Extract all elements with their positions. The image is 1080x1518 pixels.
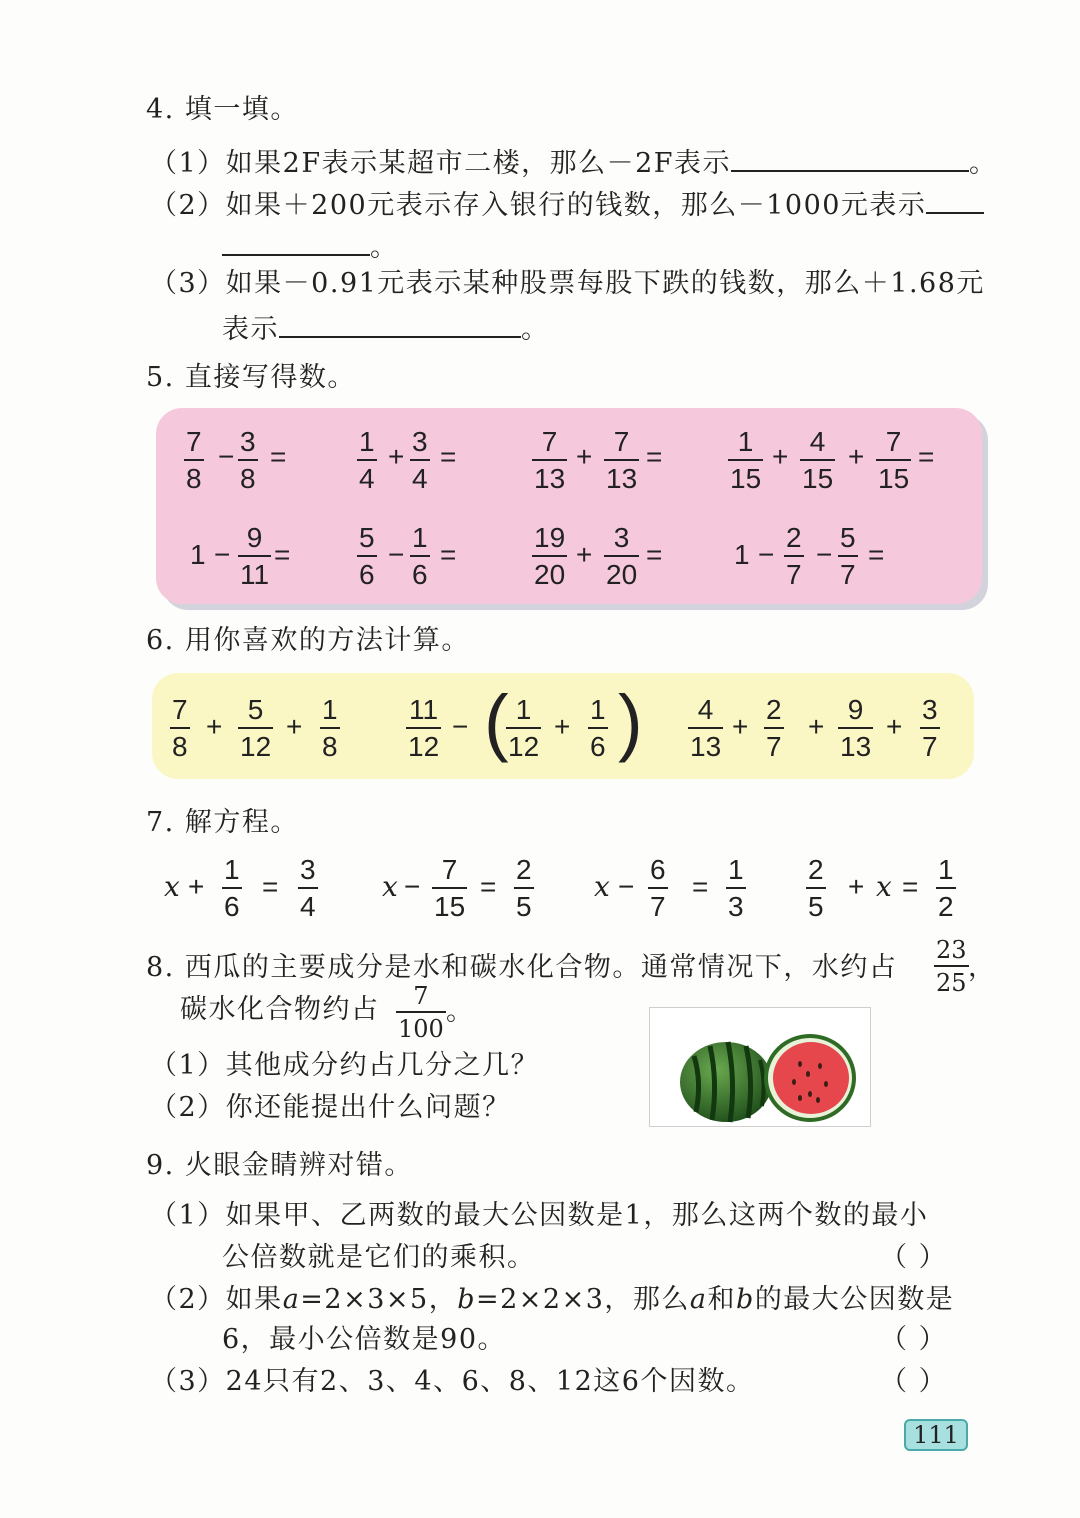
fraction: 11 12 [408, 694, 440, 762]
fraction: 1 2 [938, 854, 954, 922]
q4-line3: （3）如果－0.91元表示某种股票每股下跌的钱数，那么＋1.68元 [150, 268, 985, 299]
plus-sign: + [206, 711, 223, 742]
q4-line1: （1）如果2F表示某超市二楼，那么－2F表示 。 [150, 148, 998, 179]
minus-sign: − [452, 711, 469, 742]
period: 。 [446, 996, 475, 1027]
q9-title: 9. 火眼金睛辨对错。 [146, 1150, 413, 1181]
minus-sign: − [214, 539, 231, 570]
equals-sign: = [480, 871, 497, 902]
answer-bracket[interactable]: （ ） [880, 1324, 948, 1355]
minus-sign: − [618, 871, 635, 902]
fraction: 6 7 [650, 854, 666, 922]
fraction: 2 7 [786, 522, 802, 590]
plus-sign: + [286, 711, 303, 742]
variable-x: x [382, 870, 398, 903]
equals-sign: = [646, 539, 663, 570]
q9-sub2-line1: （2）如果a=2×3×5，b=2×2×3，那么a和b的最大公因数是 [150, 1284, 955, 1315]
fraction: 4 15 [802, 426, 834, 494]
q9-sub3: （3）24只有2、3、4、6、8、12这6个因数。 [150, 1366, 755, 1397]
variable-x: x [594, 870, 610, 903]
variable-x: x [164, 870, 180, 903]
plus-sign: + [388, 441, 405, 472]
answer-blank[interactable] [731, 146, 969, 172]
equals-sign: = [902, 871, 919, 902]
integer: 1 [190, 539, 206, 570]
fraction: 1 6 [412, 522, 428, 590]
plus-sign: + [886, 711, 903, 742]
answer-blank[interactable] [926, 188, 984, 214]
fraction: 1 6 [224, 854, 240, 922]
fraction: 7 8 [172, 694, 188, 762]
answer-blank[interactable] [222, 230, 370, 256]
q8-line1: 8. 西瓜的主要成分是水和碳水化合物。通常情况下，水约占 [146, 952, 898, 983]
plus-sign: + [576, 441, 593, 472]
fraction: 5 6 [359, 522, 375, 590]
plus-sign: + [808, 711, 825, 742]
fraction: 7 13 [606, 426, 638, 494]
equals-sign: = [440, 539, 457, 570]
equals-sign: = [868, 539, 885, 570]
q4-line2: （2）如果＋200元表示存入银行的钱数，那么－1000元表示 [150, 188, 984, 219]
plus-sign: + [732, 711, 749, 742]
answer-blank[interactable] [279, 312, 521, 338]
plus-sign: + [848, 871, 865, 902]
minus-sign: − [404, 871, 421, 902]
fraction: 7 8 [186, 426, 202, 494]
fraction: 7 15 [878, 426, 910, 494]
fraction: 4 13 [690, 694, 722, 762]
q5-title: 5. 直接写得数。 [146, 362, 356, 393]
q6-title: 6. 用你喜欢的方法计算。 [146, 625, 470, 656]
fraction: 3 4 [300, 854, 316, 922]
fraction-carbohydrate: 7 100 [398, 982, 444, 1043]
minus-sign: − [758, 539, 775, 570]
fraction: 1 3 [728, 854, 744, 922]
equals-sign: = [692, 871, 709, 902]
fraction: 1 6 [590, 694, 606, 762]
q9-sub2-line2: 6，最小公倍数是90。 [222, 1324, 507, 1355]
plus-sign: + [554, 711, 571, 742]
equals-sign: = [918, 441, 935, 472]
fraction: 2 5 [808, 854, 824, 922]
answer-bracket[interactable]: （ ） [880, 1242, 948, 1273]
q4-line2-cont: 。 [222, 230, 399, 261]
q8-sub1: （1）其他成分约占几分之几？ [150, 1050, 540, 1081]
plus-sign: + [772, 441, 789, 472]
fraction: 1 4 [359, 426, 375, 494]
fraction: 7 15 [434, 854, 466, 922]
equals-sign: = [274, 539, 291, 570]
q7-title: 7. 解方程。 [146, 807, 299, 838]
watermelon-image [649, 1007, 871, 1127]
fraction: 2 5 [516, 854, 532, 922]
minus-sign: − [218, 441, 235, 472]
fraction: 7 13 [534, 426, 566, 494]
fraction: 9 11 [240, 522, 270, 590]
comma: ， [968, 952, 997, 983]
fraction: 5 12 [240, 694, 272, 762]
fraction: 3 8 [240, 426, 256, 494]
q9-sub1-line2: 公倍数就是它们的乘积。 [222, 1242, 536, 1273]
plus-sign: + [188, 871, 205, 902]
fraction: 3 4 [412, 426, 428, 494]
minus-sign: − [816, 539, 833, 570]
q4-title: 4. 填一填。 [146, 94, 299, 125]
fraction: 19 20 [534, 522, 566, 590]
plus-sign: + [848, 441, 865, 472]
fraction: 3 7 [922, 694, 938, 762]
fraction-water: 23 25 [936, 936, 967, 997]
integer: 1 [734, 539, 750, 570]
q8-line2: 碳水化合物约占 [180, 994, 380, 1025]
fraction: 2 7 [766, 694, 782, 762]
equals-sign: = [270, 441, 287, 472]
q4-line3-cont: 表示 。 [222, 314, 550, 345]
variable-x: x [876, 870, 892, 903]
right-parenthesis: ) [618, 680, 643, 763]
q5-exercise-box [156, 408, 982, 604]
fraction: 3 20 [606, 522, 638, 590]
page-number: 111 [904, 1419, 968, 1451]
answer-bracket[interactable]: （ ） [880, 1366, 948, 1397]
equals-sign: = [262, 871, 279, 902]
fraction: 1 15 [730, 426, 762, 494]
left-parenthesis: ( [484, 680, 509, 763]
q9-sub1-line1: （1）如果甲、乙两数的最大公因数是1，那么这两个数的最小 [150, 1200, 929, 1231]
q8-sub2: （2）你还能提出什么问题？ [150, 1092, 511, 1123]
equals-sign: = [440, 441, 457, 472]
fraction: 1 8 [322, 694, 338, 762]
equals-sign: = [646, 441, 663, 472]
fraction: 9 13 [840, 694, 872, 762]
minus-sign: − [388, 539, 405, 570]
plus-sign: + [576, 539, 593, 570]
fraction: 1 12 [508, 694, 540, 762]
fraction: 5 7 [840, 522, 856, 590]
